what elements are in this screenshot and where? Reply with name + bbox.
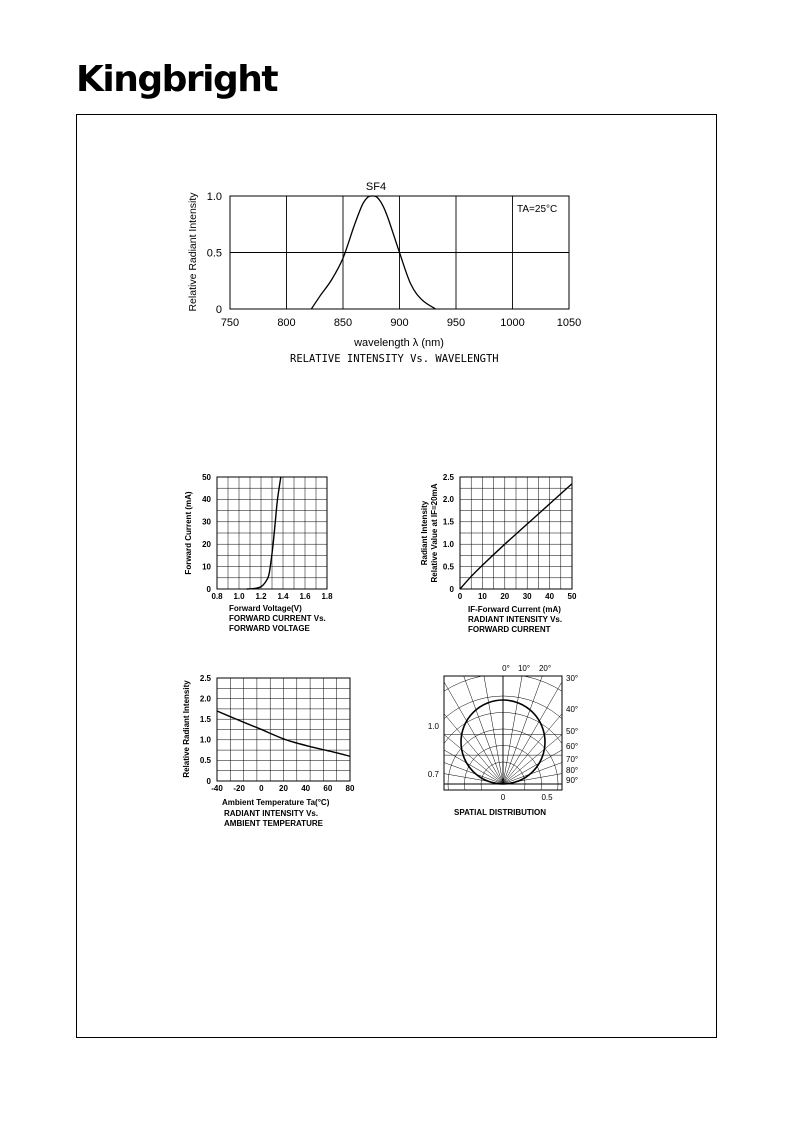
wavelength-y-axis-label: Relative Radiant Intensity xyxy=(187,192,199,312)
radial-label-left: 1.0 xyxy=(427,722,439,731)
y-tick-label: 0.5 xyxy=(442,562,454,572)
y-tick-label: 2.0 xyxy=(199,694,211,704)
y-tick-label: 2.0 xyxy=(442,495,454,505)
temp-caption-2: AMBIENT TEMPERATURE xyxy=(224,819,323,828)
angle-label-right: 70° xyxy=(566,755,579,764)
x-tick-label: 950 xyxy=(446,317,466,329)
angle-label-right: 30° xyxy=(566,674,579,683)
y-tick-label: 0 xyxy=(449,584,454,594)
spatial-caption: SPATIAL DISTRIBUTION xyxy=(454,808,546,817)
x-tick-label: 1.8 xyxy=(321,592,333,601)
y-tick-label: 0 xyxy=(206,776,211,786)
angle-label-top: 20° xyxy=(538,664,552,673)
angle-label-right: 90° xyxy=(566,776,579,785)
x-tick-label: 0 xyxy=(457,592,463,601)
radial-label-bottom: 0.5 xyxy=(541,793,553,802)
temperature-annotation: TA=25°C xyxy=(517,204,558,215)
kingbright-logo: Kingbright xyxy=(76,59,278,100)
y-tick-label: 1.5 xyxy=(442,517,454,527)
polar-spoke xyxy=(407,669,503,784)
ic-y-axis-label-2: Relative Value at IF=20mA xyxy=(430,483,439,583)
temp-y-axis-label: Relative Radiant Intensity xyxy=(182,680,191,778)
angle-label-top: 10° xyxy=(517,664,531,673)
polar-spoke xyxy=(388,688,503,784)
x-tick-label: 800 xyxy=(277,317,296,329)
y-tick-label: 1.0 xyxy=(206,190,222,203)
y-tick-label: 10 xyxy=(202,562,211,572)
angle-label-top: 0° xyxy=(502,664,510,673)
series-label-sf4: SF4 xyxy=(365,181,387,193)
iv-y-axis-label: Forward Current (mA) xyxy=(184,491,193,575)
x-tick-label: 1.2 xyxy=(255,592,267,601)
y-tick-label: 1.0 xyxy=(199,735,211,745)
iv-caption-1: FORWARD CURRENT Vs. xyxy=(229,614,326,623)
ic-caption-1: RADIANT INTENSITY Vs. xyxy=(468,615,563,624)
y-tick-label: 1.5 xyxy=(199,715,211,724)
x-tick-label: 1.6 xyxy=(299,592,311,601)
x-tick-label: 50 xyxy=(567,592,577,601)
temp-x-axis-label: Ambient Temperature Ta(°C) xyxy=(222,798,330,807)
wavelength-x-axis-label: wavelength λ (nm) xyxy=(354,337,444,349)
x-tick-label: 1.4 xyxy=(277,592,289,601)
y-tick-label: 0.5 xyxy=(206,247,222,260)
angle-label-right: 50° xyxy=(566,727,579,736)
ic-x-axis-label: IF-Forward Current (mA) xyxy=(468,605,561,614)
polar-spoke xyxy=(452,643,503,784)
x-tick-label: 60 xyxy=(323,784,333,793)
y-tick-label: 30 xyxy=(202,517,211,527)
x-tick-label: 30 xyxy=(522,592,532,601)
y-tick-label: 1.0 xyxy=(442,540,454,549)
x-tick-label: 850 xyxy=(333,317,353,329)
angle-label-right: 80° xyxy=(566,766,579,775)
x-tick-label: 1000 xyxy=(500,317,525,329)
x-tick-label: 80 xyxy=(345,784,355,793)
polar-spoke xyxy=(503,688,618,784)
y-tick-label: 2.5 xyxy=(442,472,454,482)
x-tick-label: 20 xyxy=(500,592,510,601)
radial-label-bottom: 0 xyxy=(500,793,506,802)
x-tick-label: -20 xyxy=(233,784,245,793)
y-tick-label: 2.5 xyxy=(199,673,211,683)
x-tick-label: 750 xyxy=(220,317,240,329)
x-tick-label: -40 xyxy=(211,784,223,793)
y-tick-label: 0 xyxy=(206,584,211,594)
x-tick-label: 40 xyxy=(545,592,555,601)
y-tick-label: 0.5 xyxy=(199,756,211,766)
angle-label-right: 40° xyxy=(566,705,579,714)
iv-x-axis-label: Forward Voltage(V) xyxy=(229,604,302,613)
x-tick-label: 0.8 xyxy=(211,592,223,601)
x-tick-label: 900 xyxy=(390,317,409,329)
temp-caption-1: RADIANT INTENSITY Vs. xyxy=(224,809,319,818)
x-tick-label: 1050 xyxy=(556,317,582,329)
y-tick-label: 20 xyxy=(202,540,211,549)
ic-y-axis-label-1: Radiant Intensity xyxy=(420,500,429,566)
x-tick-label: 0 xyxy=(259,784,264,793)
y-tick-label: 40 xyxy=(202,495,211,505)
polar-spoke xyxy=(503,669,599,784)
angle-label-right: 60° xyxy=(566,742,579,751)
x-tick-label: 1.0 xyxy=(233,592,245,601)
x-tick-label: 40 xyxy=(301,784,311,793)
x-tick-label: 20 xyxy=(279,784,288,793)
iv-caption-2: FORWARD VOLTAGE xyxy=(229,624,310,633)
x-tick-label: 10 xyxy=(477,592,487,601)
wavelength-chart-caption: RELATIVE INTENSITY Vs. WAVELENGTH xyxy=(290,353,499,365)
ic-caption-2: FORWARD CURRENT xyxy=(468,625,551,634)
y-tick-label: 0 xyxy=(215,303,222,316)
y-tick-label: 50 xyxy=(202,472,211,482)
spatial-plot-area xyxy=(353,634,653,894)
radial-label-left: 0.7 xyxy=(427,770,439,779)
